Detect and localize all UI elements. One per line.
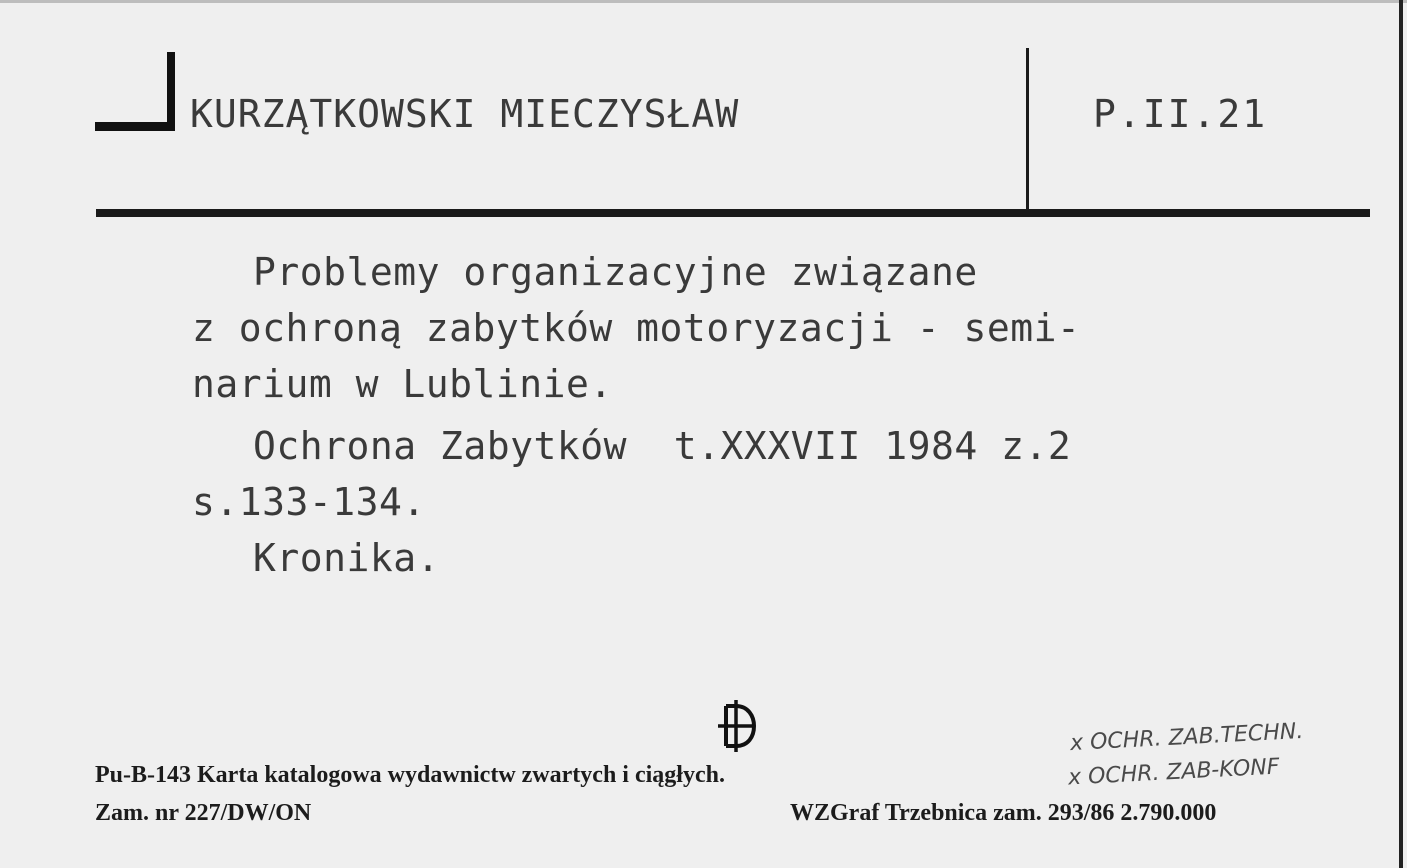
handwritten-note-1: x OCHR. ZAB.TECHN. [1069,718,1304,757]
header-vertical-divider [1026,48,1029,210]
handwritten-note-2: x OCHR. ZAB-KONF [1067,754,1281,791]
title-line-2: z ochroną zabytków motoryzacji - semi- [192,306,1081,350]
card-top-edge [0,0,1407,3]
author-name: KURZĄTKOWSKI MIECZYSŁAW [190,92,740,136]
source-line-2: s.133-134. [192,480,426,524]
title-line-1: Problemy organizacyjne związane [253,250,978,294]
footer-order-number: Zam. nr 227/DW/ON [95,800,312,826]
record-body [192,244,1332,586]
call-number: P.II.21 [1093,92,1268,136]
corner-mark-vertical [167,52,175,131]
header-horizontal-divider [96,209,1370,217]
source-line-1: Ochrona Zabytków t.XXXVII 1984 z.2 [253,424,1072,468]
title-line-3: narium w Lublinie. [192,362,613,406]
card-right-edge [1399,0,1403,868]
footer-printer-info: WZGraf Trzebnica zam. 293/86 2.790.000 [790,800,1217,826]
corner-mark [95,122,175,131]
source-line-3: Kronika. [253,536,441,580]
publisher-logo-icon [714,700,758,752]
footer-form-description: Pu-B-143 Karta katalogowa wydawnictw zwartych i ciągłych. [95,762,725,788]
